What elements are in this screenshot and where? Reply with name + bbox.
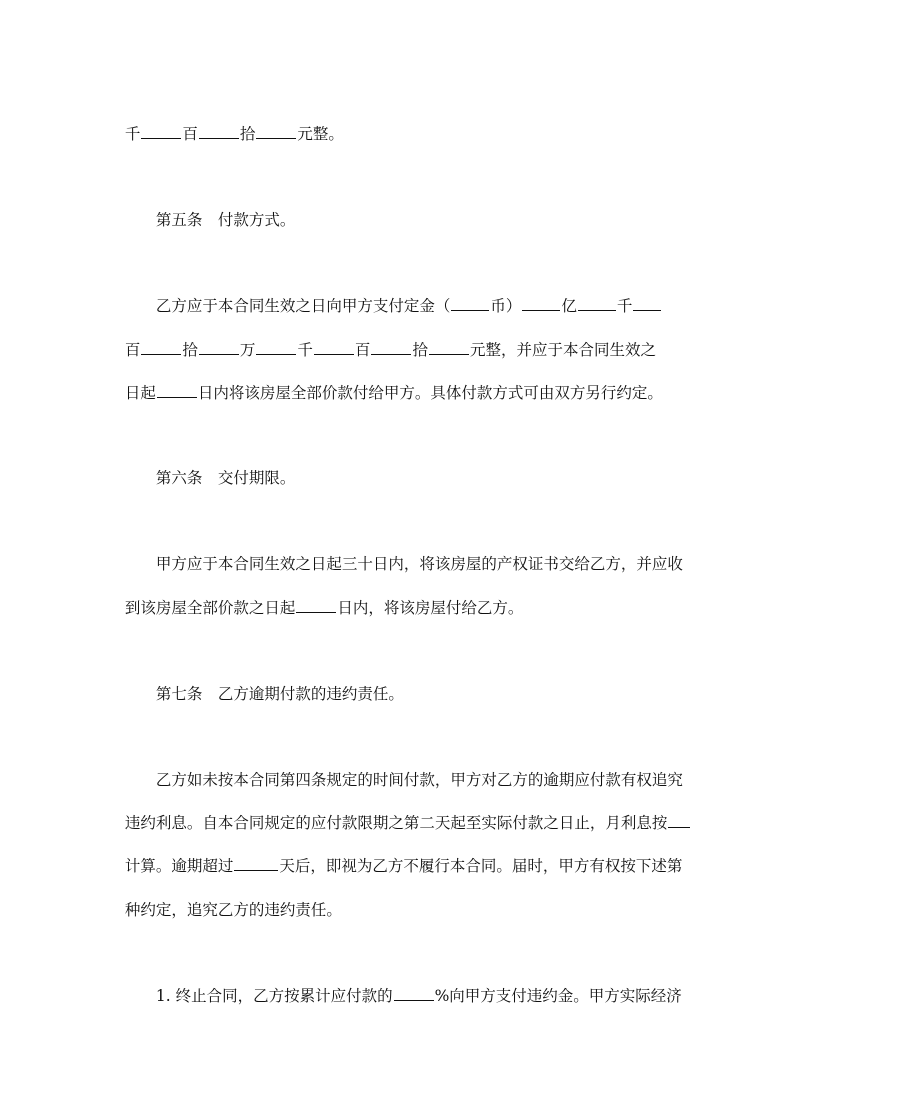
section-heading: [146, 658, 920, 703]
fill-blank: [429, 338, 469, 355]
text-line: [115, 830, 889, 875]
fill-blank: [633, 294, 661, 311]
text-segment: %向甲方支付违约金。甲方实际经济: [434, 987, 682, 1005]
text-segment: 元整，并应于本合同生效之: [469, 341, 656, 359]
fill-blank: [668, 811, 690, 828]
fill-blank: [296, 596, 336, 613]
text-segment: 万: [239, 341, 256, 359]
text-segment: 百: [354, 341, 371, 359]
text-segment: 币）: [490, 297, 522, 315]
heading-text: 第七条 乙方逾期付款的违约责任。: [155, 685, 404, 703]
text-line: [115, 572, 889, 617]
text-segment: 乙方如未按本合同第四条规定的时间付款，甲方对乙方的逾期应付款有权追究: [155, 771, 683, 789]
text-segment: 百: [182, 125, 198, 143]
fill-blank: [199, 338, 239, 355]
text-segment: 日内将该房屋全部价款付给甲方。具体付款方式可由双方另行约定。: [197, 384, 663, 402]
heading-text: 第六条 交付期限。: [155, 469, 296, 487]
text-segment: 拾: [412, 341, 428, 359]
fill-blank: [234, 854, 278, 871]
text-segment: 种约定，追究乙方的违约责任。: [124, 901, 342, 919]
fill-blank: [451, 294, 489, 311]
text-segment: 到该房屋全部价款之日起: [124, 599, 296, 617]
text-segment: 日内，将该房屋付给乙方。: [337, 599, 524, 617]
text-line: [115, 787, 889, 832]
text-segment: 元整。: [297, 125, 344, 143]
fill-blank: [199, 122, 239, 139]
text-segment: 1. 终止合同，乙方按累计应付款的: [155, 987, 393, 1005]
text-line: [115, 357, 889, 402]
text-segment: 甲方应于本合同生效之日起三十日内，将该房屋的产权证书交给乙方，并应收: [155, 555, 683, 573]
text-segment: 计算。逾期超过: [124, 857, 234, 875]
section-heading: [146, 442, 920, 487]
text-segment: 千: [297, 341, 313, 359]
text-segment: 亿: [561, 297, 577, 315]
text-line: [146, 270, 920, 315]
fill-blank: [256, 338, 296, 355]
text-line: [146, 744, 920, 789]
fill-blank: [314, 338, 354, 355]
text-segment: 乙方应于本合同生效之日向甲方支付定金（: [155, 297, 451, 315]
text-segment: 拾: [182, 341, 198, 359]
text-line: [115, 98, 889, 143]
fill-blank: [256, 122, 296, 139]
text-line: [115, 314, 889, 359]
fill-blank: [522, 294, 560, 311]
fill-blank: [141, 122, 181, 139]
fill-blank: [141, 338, 181, 355]
text-segment: 千: [124, 125, 141, 143]
text-segment: 天后，即视为乙方不履行本合同。届时，甲方有权按下述第: [279, 857, 683, 875]
fill-blank: [394, 984, 434, 1001]
section-heading: [146, 184, 920, 229]
text-line: [146, 960, 920, 1005]
fill-blank: [578, 294, 616, 311]
text-segment: 拾: [239, 125, 256, 143]
fill-blank: [157, 381, 197, 398]
fill-blank: [371, 338, 411, 355]
text-segment: 违约利息。自本合同规定的应付款限期之第二天起至实际付款之日止，月利息按: [124, 814, 668, 832]
heading-text: 第五条 付款方式。: [155, 211, 296, 229]
text-segment: 日起: [124, 384, 156, 402]
text-segment: 千: [616, 297, 633, 315]
text-line: [115, 874, 889, 919]
text-line: [146, 528, 920, 573]
text-segment: 百: [124, 341, 141, 359]
